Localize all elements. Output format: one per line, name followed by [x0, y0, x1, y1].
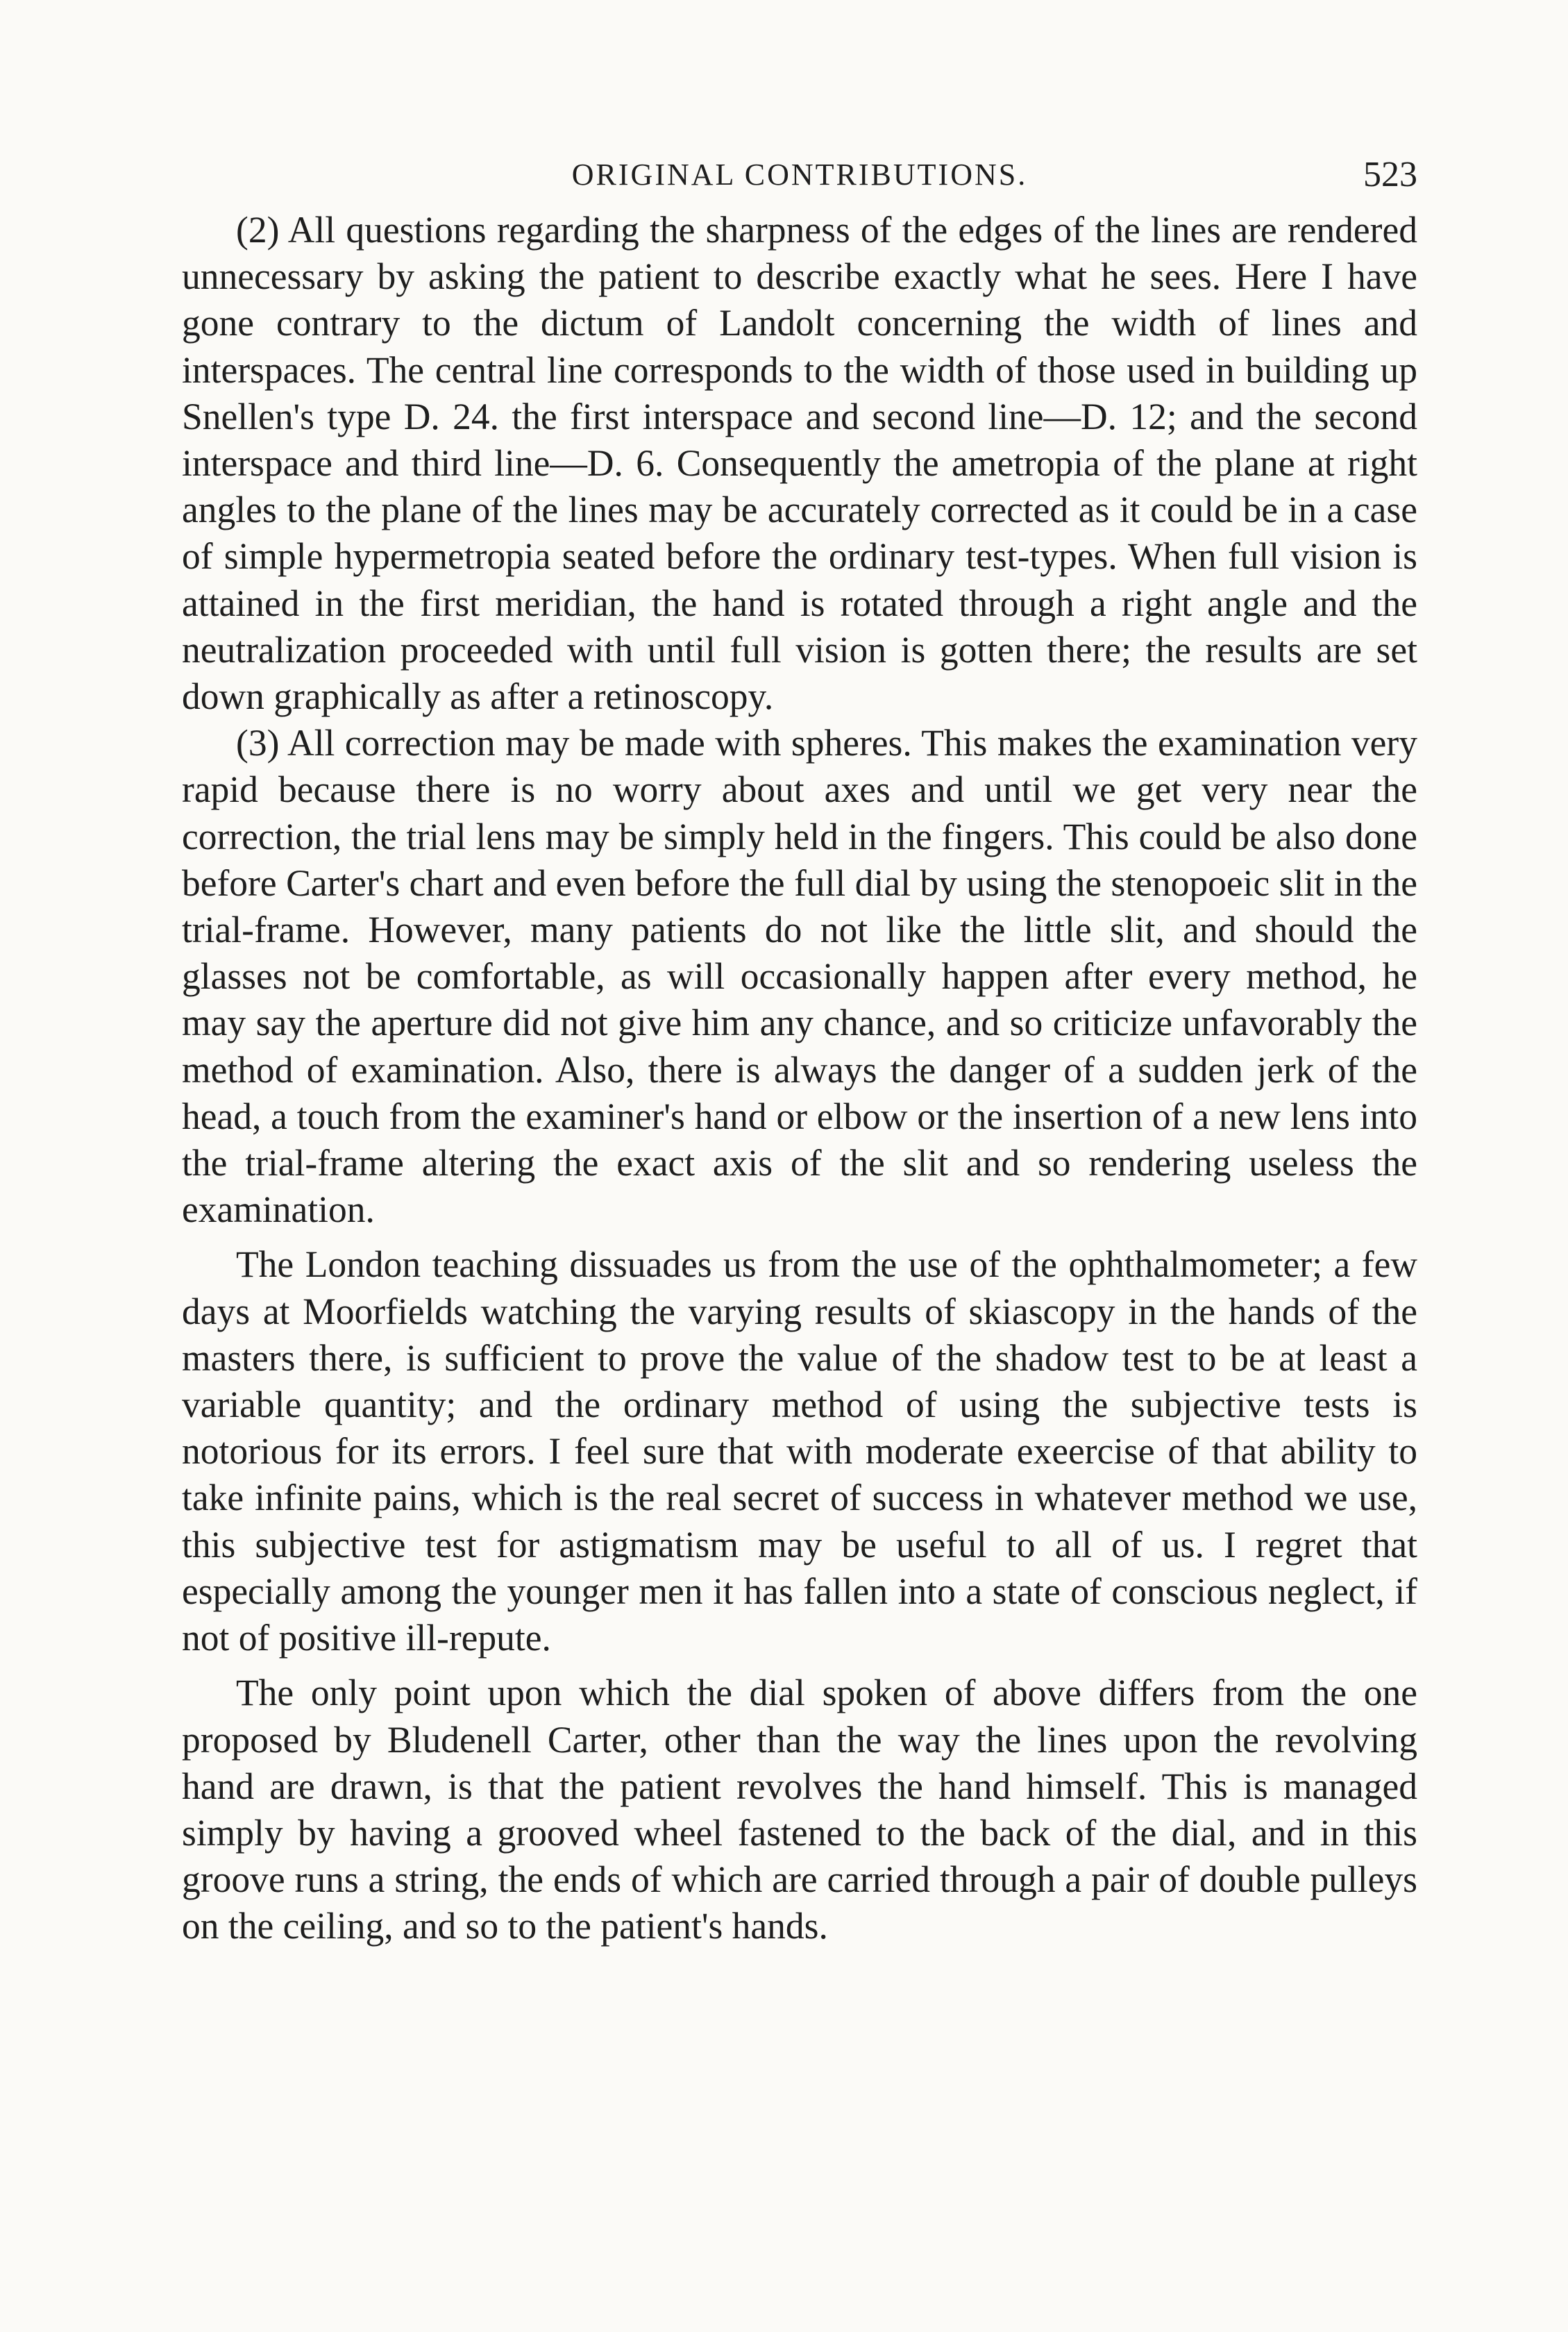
page	[182, 151, 1417, 1950]
paragraph-point-2: (2) All questions regarding the sharpness of the edges of the lines are rendered unnecessary by asking the patient to describe exactly what he sees. Here I have gone contrary to the dictum of Landolt concerning the width of lines and interspaces. The central line corresponds to the width of those used in building up Snellen's type D. 24. the first interspace and second line—D. 12; and the second interspace and third line—D. 6. Consequently the ametropia of the plane at right angles to the plane of the lines may be accurately corrected as it could be in a case of simple hypermetropia seated before the ordinary test-types. When full vision is attained in the first meridian, the hand is rotated through a right angle and the neutralization proceeded with until full vision is gotten there; the results are set down graphically as after a retinoscopy.	[182, 209, 1417, 718]
running-head	[182, 151, 1417, 207]
paragraph-dial-difference: The only point upon which the dial spoken of above differs from the one proposed by Bludenell Carter, other than the way the lines upon the revolving hand are drawn, is that the patient revolves the hand himself. This is managed simply by having a grooved wheel fastened to the back of the dial, and in this groove runs a string, the ends of which are carried through a pair of double pulleys on the ceiling, and so to the patient's hands.	[182, 1672, 1417, 1947]
page-number: 523	[1363, 155, 1417, 194]
running-title: ORIGINAL CONTRIBUTIONS.	[571, 158, 1028, 192]
paragraph-point-3: (3) All correction may be made with spheres. This makes the examination very rapid because there is no worry about axes and until we get very near the correction, the trial lens may be simply held in the fingers. This could be also done before Carter's chart and even before the full dial by using the stenopoeic slit in the trial-frame. However, many patients do not like the little slit, and should the glasses not be comfortable, as will occasionally happen after every method, he may say the aperture did not give him any chance, and so criticize unfavorably the method of examination. Also, there is always the danger of a sudden jerk of the head, a touch from the examiner's hand or elbow or the insertion of a new lens into the trial-frame altering the exact axis of the slit and so rendering useless the examination.	[182, 722, 1417, 1231]
paragraph-london-teaching: The London teaching dissuades us from the use of the ophthalmometer; a few days at Moorfields watching the varying results of skiascopy in the hands of the masters there, is sufficient to prove the value of the shadow test to be at least a variable quantity; and the ordinary method of using the subjective tests is notorious for its errors. I feel sure that with moderate exeercise of that ability to take infinite pains, which is the real secret of success in whatever method we use, this subjective test for astigmatism may be useful to all of us. I regret that especially among the younger men it has fallen into a state of conscious neglect, if not of positive ill-repute.	[182, 1243, 1417, 1659]
body-text	[182, 207, 1417, 1950]
